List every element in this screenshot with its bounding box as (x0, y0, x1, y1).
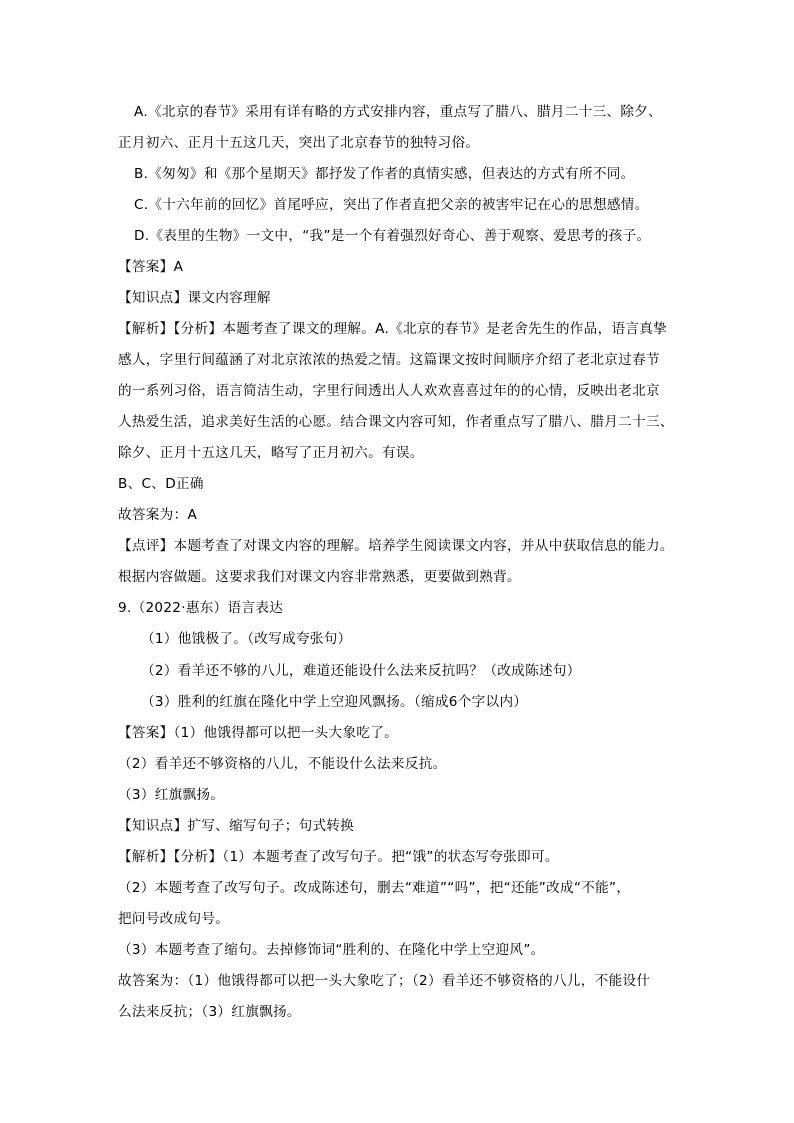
analysis-8-line: 感人，字里行间蕴涵了对北京浓浓的热爱之情。这篇课文按时间顺序介绍了老北京过春节 (118, 352, 660, 368)
comment-8: 【点评】本题考查了对课文内容的理解。培养学生阅读课文内容，并从中获取信息的能力。 (118, 538, 674, 554)
answer-9-part-1: 【答案】（1）他饿得都可以把一头大象吃了。 (118, 725, 399, 741)
question-9-part-1: （1）他饿极了。（改写成夸张句） (141, 631, 352, 647)
option-a-cont: 正月初六、正月十五这几天，突出了北京春节的独特习俗。 (118, 135, 480, 151)
analysis-9-line: 【解析】【分析】（1）本题考查了改写句子。把“饿”的状态写夸张即可。 (118, 849, 559, 865)
option-c: C.《十六年前的回忆》首尾呼应，突出了作者直把父亲的被害牢记在心的思想感情。 (134, 197, 649, 213)
answer-9-part-3: （3）红旗飘扬。 (118, 787, 225, 803)
question-9-title: 9.（2022·惠东）语言表达 (118, 600, 284, 616)
knowledge-point-8: 【知识点】课文内容理解 (118, 290, 271, 306)
analysis-8-line: B、C、D正确 (118, 476, 204, 492)
analysis-9-line: （2）本题考查了改写句子。改成陈述句，删去“难道”“吗”，把“还能”改成“不能”， (118, 880, 631, 896)
option-a: A.《北京的春节》采用有详有略的方式安排内容，重点写了腊八、腊月二十三、除夕、 (134, 104, 663, 120)
question-9-part-2: （2）看羊还不够的八儿，难道还能设什么法来反抗吗？（改成陈述句） (141, 663, 581, 679)
analysis-9-line: （3）本题考查了缩句。去掉修饰词“胜利的、在隆化中学上空迎风”。 (118, 942, 545, 958)
knowledge-point-9: 【知识点】扩写、缩写句子；句式转换 (118, 818, 355, 834)
analysis-8-line: 人热爱生活，追求美好生活的心愿。结合课文内容可知，作者重点写了腊八、腊月二十三、 (118, 414, 674, 430)
final-answer-9-cont: 么法来反抗；（3）红旗飘扬。 (118, 1004, 301, 1020)
final-answer-9: 故答案为：（1）他饿得都可以把一头大象吃了；（2）看羊还不够资格的八儿，不能设什 (118, 973, 651, 989)
answer-8: 【答案】A (118, 259, 184, 275)
final-answer-8: 故答案为：A (118, 507, 198, 523)
analysis-8-line: 的一系列习俗，语言简洁生动，字里行间透出人人欢欢喜喜过年的的心情，反映出老北京 (118, 383, 660, 399)
answer-9-part-2: （2）看羊还不够资格的八儿，不能设什么法来反抗。 (118, 756, 447, 772)
comment-8-cont: 根据内容做题。这要求我们对课文内容非常熟悉，更要做到熟背。 (118, 569, 521, 585)
option-b: B.《匆匆》和《那个星期天》都抒发了作者的真情实感，但表达的方式有所不同。 (134, 166, 635, 182)
analysis-8-line: 除夕、正月十五这几天，略写了正月初六。有误。 (118, 445, 424, 461)
analysis-9-line: 把问号改成句号。 (118, 911, 230, 927)
question-9-part-3: （3）胜利的红旗在隆化中学上空迎风飘扬。（缩成6个字以内） (141, 694, 528, 710)
option-d: D.《表里的生物》一文中，“我”是一个有着强烈好奇心、善于观察、爱思考的孩子。 (134, 228, 651, 244)
analysis-8-line: 【解析】【分析】本题考查了课文的理解。A.《北京的春节》是老舍先生的作品，语言真挚 (118, 321, 668, 337)
